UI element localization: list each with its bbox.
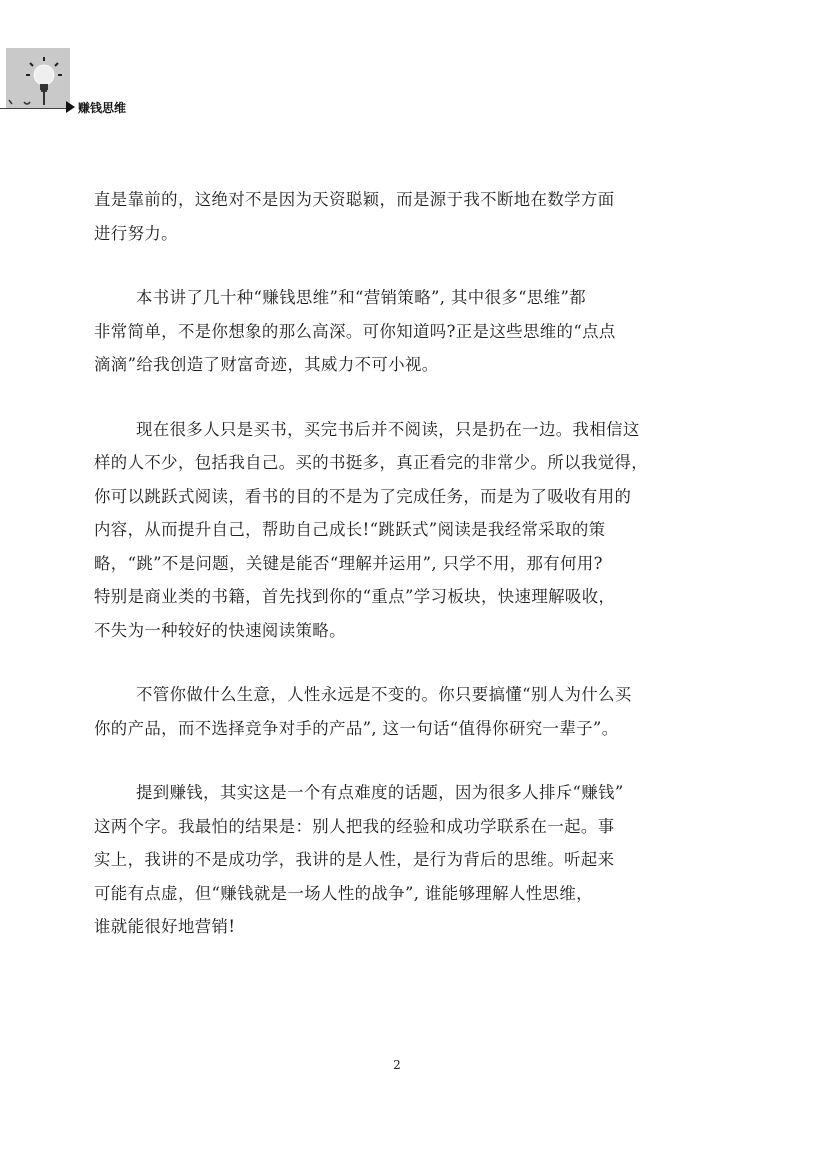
text-line: 特别是商业类的书籍，首先找到你的“重点”学习板块，快速理解吸收， [94, 587, 616, 606]
page-number: 2 [393, 1058, 401, 1072]
text-line: 本书讲了几十种“赚钱思维”和“营销策略”, 其中很多“思维”都 [136, 288, 587, 307]
text-line: 你的产品，而不选择竞争对手的产品”, 这一句话“值得你研究一辈子”。 [94, 718, 619, 738]
running-header [66, 97, 126, 117]
text-line: 内容，从而提升自己，帮助自己成长!“跳跃式”阅读是我经常采取的策 [94, 520, 606, 539]
text-line: 不失为一种较好的快速阅读策略。 [94, 620, 346, 640]
text-line: 不管你做什么生意，人性永远是不变的。你只要搞懂“别人为什么买 [136, 685, 632, 704]
paragraph [94, 413, 698, 648]
book-title: 赚钱思维 [78, 100, 127, 115]
text-line: 非常简单，不是你想象的那么高深。可你知道吗?正是这些思维的“点点 [94, 321, 616, 341]
text-line: 提到赚钱，其实这是一个有点难度的话题，因为很多人排斥“赚钱” [136, 783, 624, 802]
text-line: 直是靠前的，这绝对不是因为天资聪颖，而是源于我不断地在数学方面 [94, 190, 615, 209]
paragraph [94, 281, 698, 382]
text-line: 样的人不少，包括我自己。买的书挺多，真正看完的非常少。所以我觉得， [94, 453, 649, 472]
paragraph [94, 776, 698, 944]
header-rule [0, 108, 66, 109]
text-line: 进行努力。 [94, 223, 178, 243]
text-line: 可能有点虚，但“赚钱就是一场人性的战争”, 谁能够理解人性思维， [94, 883, 593, 903]
paragraph [94, 183, 698, 250]
text-line: 这两个字。我最怕的结果是：别人把我的经验和成功学联系在一起。事 [94, 816, 615, 836]
text-line: 谁就能很好地营销! [94, 917, 236, 936]
text-line: 实上，我讲的不是成功学，我讲的是人性，是行为背后的思维。听起来 [94, 850, 615, 869]
text-line: 你可以跳跃式阅读，看书的目的不是为了完成任务，而是为了吸收有用的 [94, 486, 632, 506]
arrow-right-icon [66, 101, 75, 113]
page-header [0, 0, 820, 130]
text-line: 现在很多人只是买书，买完书后并不阅读，只是扔在一边。我相信这 [136, 419, 640, 439]
page-body [94, 183, 698, 975]
lightbulb-icon [6, 48, 70, 108]
paragraph [94, 678, 698, 745]
text-line: 滴滴”给我创造了财富奇迹，其威力不可小视。 [94, 355, 439, 374]
text-line: 略，“跳”不是问题，关键是能否“理解并运用”, 只学不用，那有何用? [94, 553, 603, 573]
